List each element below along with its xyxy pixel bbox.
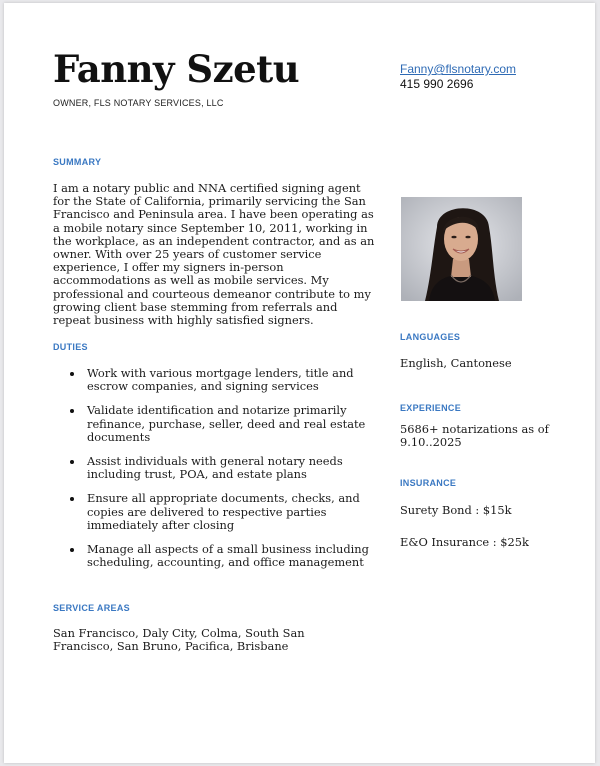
duty-item: Validate identification and notarize primarily refinance, purchase, seller, deed and real estate documents [53, 404, 369, 444]
duty-item: Assist individuals with general notary needs including trust, POA, and estate plans [53, 455, 369, 481]
bullet-icon [70, 548, 74, 552]
bullet-icon [70, 460, 74, 464]
duty-item: Ensure all appropriate documents, checks, and copies are delivered to respective parties immediately after closing [53, 492, 369, 532]
duty-item: Manage all aspects of a small business including scheduling, accounting, and office management [53, 543, 369, 569]
bullet-icon [70, 409, 74, 413]
insurance-heading: INSURANCE [400, 478, 457, 488]
duty-item: Work with various mortgage lenders, title and escrow companies, and signing services [53, 367, 369, 393]
email-link[interactable]: Fanny@flsnotary.com [400, 62, 516, 76]
summary-heading: SUMMARY [53, 157, 102, 167]
portrait-image [401, 197, 522, 301]
languages-heading: LANGUAGES [400, 332, 461, 342]
languages-text: English, Cantonese [400, 356, 512, 370]
person-role: OWNER, FLS NOTARY SERVICES, LLC [53, 98, 224, 108]
contact-block [400, 62, 516, 92]
resume-page [4, 3, 595, 763]
bullet-icon [70, 372, 74, 376]
service-areas-heading: SERVICE AREAS [53, 603, 130, 613]
bullet-icon [70, 497, 74, 501]
person-name: Fanny Szetu [53, 47, 300, 91]
experience-text: 5686+ notarizations as of 9.10..2025 [400, 422, 549, 450]
phone-number: 415 990 2696 [400, 77, 474, 91]
surety-bond-text: Surety Bond : $15k [400, 503, 512, 517]
service-areas-text: San Francisco, Daly City, Colma, South San Francisco, San Bruno, Pacifica, Brisbane [53, 626, 305, 654]
duties-heading: DUTIES [53, 342, 88, 352]
experience-heading: EXPERIENCE [400, 403, 462, 413]
eo-insurance-text: E&O Insurance : $25k [400, 535, 529, 549]
duties-list [53, 367, 369, 580]
profile-photo [401, 197, 522, 301]
summary-text: I am a notary public and NNA certified signing agent for the State of California, primarily servicing the San Francisco and Peninsula area. I have been operating as a mobile notary since September 10, 2011, working in the workplace, as an independent contractor, and as an owner. With over 25 years of customer service experience, I offer my signers in-person accommodations as well as mobile services. My professional and courteous demeanor contribute to my growing client base stemming from referrals and repeat business with highly satisfied signers. [53, 181, 375, 328]
